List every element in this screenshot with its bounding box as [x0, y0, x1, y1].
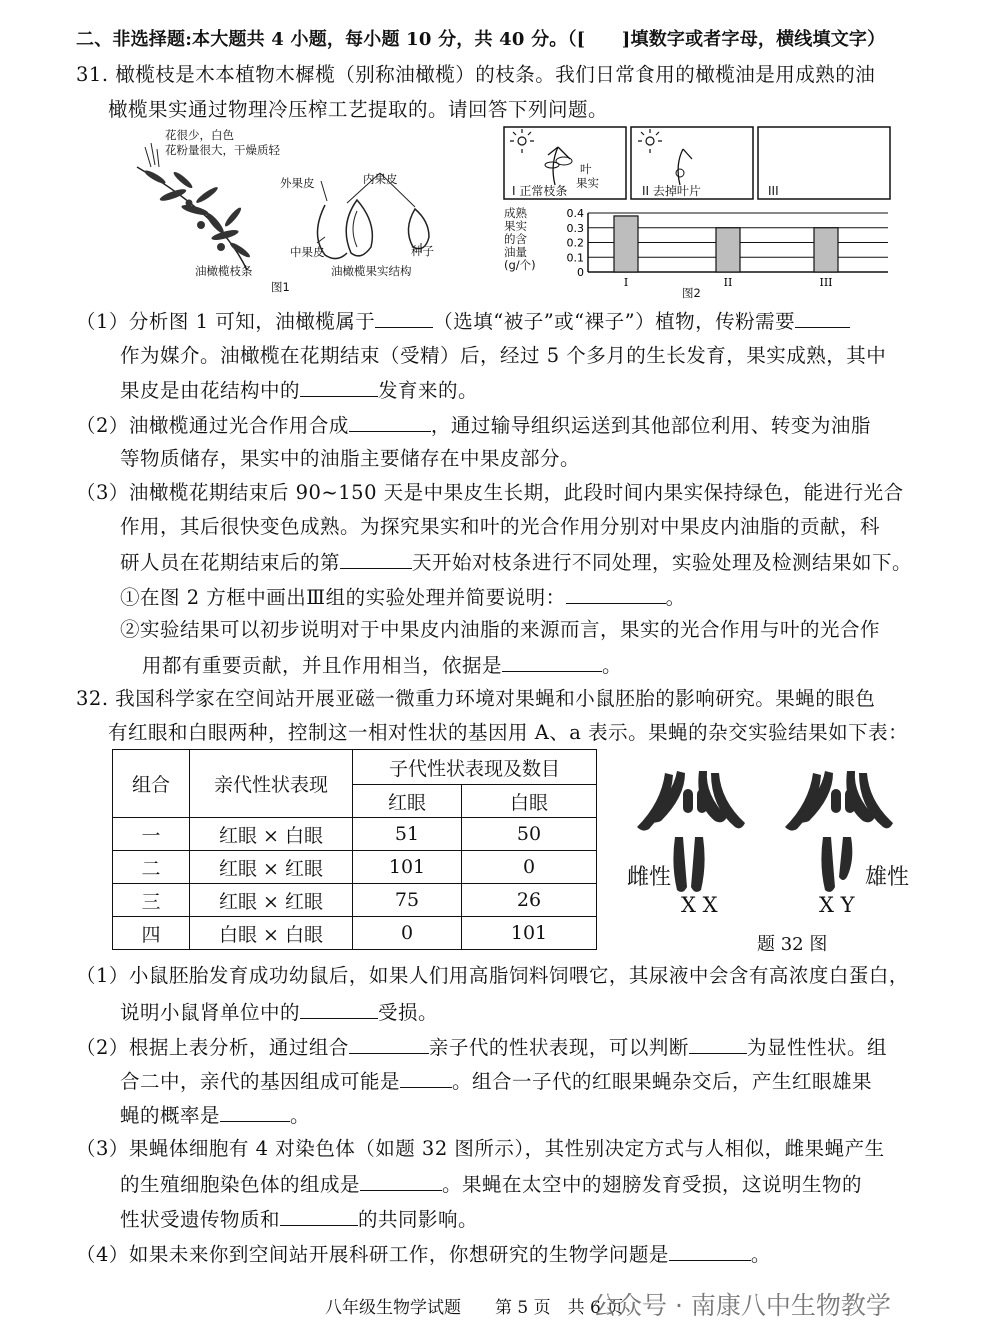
fig1-seed-label: 种子 — [411, 244, 434, 258]
y-axis-label-line: 油量 — [504, 245, 527, 259]
answer-blank[interactable] — [220, 1101, 290, 1122]
cell-group: 二 — [113, 851, 190, 884]
answer-blank[interactable] — [300, 998, 378, 1019]
q32-stem-line2: 有红眼和白眼两种，控制这一相对性状的基因用 A、a 表示。果蝇的杂交实验结果如下表： — [108, 721, 909, 744]
cell-group: 三 — [113, 884, 190, 917]
q31-3-sub2-line1: ②实验结果可以初步说明对于中果皮内油脂的来源而言，果实的光合作用与叶的光合作 — [120, 618, 881, 641]
fig1-fruit-caption: 油橄榄果实结构 — [331, 264, 412, 278]
y-tick-label: 0 — [577, 266, 584, 279]
q32-3-line3: 性状受遗传物质和 的共同影响。 — [120, 1205, 478, 1233]
q32-4-line1: （4）如果未来你到空间站开展科研工作，你想研究的生物学问题是 。 — [76, 1240, 771, 1268]
cell-group: 四 — [113, 917, 190, 950]
table-row — [113, 917, 597, 950]
table-header-group: 组合 — [113, 750, 190, 818]
page-footer: 八年级生物学试题 第 5 页 共 6 页 — [325, 1298, 624, 1318]
sun-icon — [510, 129, 534, 153]
answer-blank[interactable] — [349, 1033, 429, 1054]
bar-I — [614, 216, 638, 272]
cell-white: 101 — [462, 917, 597, 950]
answer-blank[interactable] — [340, 548, 412, 569]
female-sex-chromosomes: X X — [681, 893, 718, 917]
q31-1-line2: 作为媒介。油橄榄在花期结束（受精）后，经过 5 个多月的生长发育，果实成熟，其中 — [120, 344, 887, 367]
bar-III — [814, 228, 838, 272]
cell-red: 75 — [353, 884, 462, 917]
fig2-box1-caption: I 正常枝条 — [512, 184, 568, 198]
table-row — [113, 884, 597, 917]
q31-stem-line2: 橄榄果实通过物理冷压榨工艺提取的。请回答下列问题。 — [108, 98, 609, 121]
y-axis-label-line: 果实 — [504, 219, 527, 233]
fig2-y-axis-label — [504, 207, 536, 272]
watermark: 公众号 · 南康八中生物教学 — [592, 1291, 891, 1320]
cross-results-table — [112, 749, 597, 950]
cell-red: 101 — [353, 851, 462, 884]
fig1-exocarp-label: 外果皮 — [280, 176, 315, 190]
fig2-drawing — [500, 125, 895, 300]
fig2-fruit-label: 果实 — [576, 176, 599, 190]
fig2-box3-caption: III — [768, 184, 779, 198]
answer-blank[interactable] — [502, 651, 602, 672]
female-label: 雌性 — [627, 865, 672, 890]
x-tick-label: I — [623, 276, 629, 289]
y-axis-label-line: (g/个) — [504, 258, 536, 272]
answer-blank[interactable] — [566, 583, 666, 604]
cell-parent: 白眼 × 白眼 — [190, 917, 353, 950]
q31-3-line2: 作用，其后很快变色成熟。为探究果实和叶的光合作用分别对中果皮内油脂的贡献，科 — [120, 515, 881, 538]
y-axis-label-line: 的含 — [504, 232, 527, 246]
bar-II — [716, 228, 740, 272]
answer-blank[interactable] — [795, 307, 850, 328]
q32-2-line3: 蝇的概率是 。 — [120, 1101, 310, 1129]
fig1-mesocarp-label: 中果皮 — [290, 245, 325, 259]
q32-1-line2: 说明小鼠肾单位中的 受损。 — [120, 998, 438, 1026]
table-header-red: 红眼 — [353, 785, 462, 818]
y-tick-label: 0.3 — [566, 221, 584, 235]
q31-3-line3: 研人员在花期结束后的第 天开始对枝条进行不同处理，实验处理及检测结果如下。 — [120, 548, 912, 576]
answer-blank[interactable] — [400, 1067, 452, 1088]
fig1-note-line1: 花很少，白色 — [165, 128, 234, 142]
x-tick-label: II — [723, 276, 733, 289]
y-tick-label: 0.4 — [566, 207, 584, 220]
q32-stem-line1: 32. 我国科学家在空间站开展亚磁一微重力环境对果蝇和小鼠胚胎的影响研究。果蝇的眼色 — [76, 687, 876, 710]
q31-3-line1: （3）油橄榄花期结束后 90~150 天是中果皮生长期，此段时间内果实保持绿色，能进行光合 — [76, 481, 904, 504]
fig1-endocarp-label: 内果皮 — [363, 172, 398, 186]
fig2-leaf-label: 叶 — [580, 162, 592, 176]
fig1-branch-caption: 油橄榄枝条 — [195, 264, 253, 278]
cell-parent: 红眼 × 白眼 — [190, 818, 353, 851]
q31-3-sub2-line2: 用都有重要贡献，并且作用相当，依据是 。 — [142, 651, 622, 679]
fig1-note-line2: 花粉量很大，干燥质轻 — [165, 143, 280, 157]
fig1-label: 图1 — [271, 280, 290, 294]
q31-3-sub1: ①在图 2 方框中画出Ⅲ组的实验处理并简要说明： 。 — [120, 583, 686, 611]
q31-1-line3: 果皮是由花结构中的 发育来的。 — [120, 376, 478, 404]
fig2-box2-caption: II 去掉叶片 — [642, 184, 701, 198]
q32-2-line2: 合二中，亲代的基因组成可能是 。组合一子代的红眼果蝇杂交后，产生红眼雄果 — [120, 1067, 872, 1095]
q31-figure-2 — [500, 125, 895, 300]
y-axis-label-line: 成熟 — [504, 206, 527, 220]
q31-figure-1 — [125, 125, 460, 295]
answer-blank[interactable] — [360, 1170, 442, 1191]
answer-blank[interactable] — [689, 1033, 747, 1054]
figure-caption: 题 32 图 — [757, 934, 828, 955]
table-row — [113, 851, 597, 884]
q32-1-line1: （1）小鼠胚胎发育成功幼鼠后，如果人们用高脂饲料饲喂它，其尿液中会含有高浓度白蛋白， — [76, 964, 909, 987]
q32-3-line2: 的生殖细胞染色体的组成是 。果蝇在太空中的翅膀发育受损，这说明生物的 — [120, 1170, 862, 1198]
section-header: 二、非选择题:本大题共 4 小题，每小题 10 分，共 40 分。（[ ]填数字或者字母，横线填文字） — [76, 29, 886, 50]
y-tick-label: 0.1 — [566, 251, 584, 265]
table-header-white: 白眼 — [462, 785, 597, 818]
cell-white: 0 — [462, 851, 597, 884]
sun-icon — [638, 129, 662, 153]
y-tick-label: 0.2 — [566, 236, 584, 250]
q31-1-line1: （1）分析图 1 可知，油橄榄属于 （选填“被子”或“裸子”）植物，传粉需要 — [76, 307, 850, 335]
cell-red: 0 — [353, 917, 462, 950]
male-label: 雄性 — [865, 865, 910, 890]
answer-blank[interactable] — [349, 411, 431, 432]
cell-white: 50 — [462, 818, 597, 851]
answer-blank[interactable] — [300, 376, 378, 397]
q31-2-line1: （2）油橄榄通过光合作用合成 ，通过输导组织运送到其他部位利用、转变为油脂 — [76, 411, 871, 439]
cell-parent: 红眼 × 红眼 — [190, 851, 353, 884]
fig2-label: 图2 — [682, 286, 701, 300]
answer-blank[interactable] — [669, 1240, 751, 1261]
q32-3-line1: （3）果蝇体细胞有 4 对染色体（如题 32 图所示），其性别决定方式与人相似，雌果蝇产生 — [76, 1137, 885, 1160]
male-sex-chromosomes: X Y — [819, 893, 855, 917]
table-row — [113, 818, 597, 851]
table-header-parent: 亲代性状表现 — [190, 750, 353, 818]
table-header-offspring: 子代性状表现及数目 — [353, 750, 597, 785]
cell-red: 51 — [353, 818, 462, 851]
answer-blank[interactable] — [375, 307, 433, 328]
x-tick-label: III — [819, 276, 833, 289]
answer-blank[interactable] — [280, 1205, 358, 1226]
q31-stem-line1: 31. 橄榄枝是木本植物木樨榄（别称油橄榄）的枝条。我们日常食用的橄榄油是用成熟的油 — [76, 63, 876, 86]
cell-parent: 红眼 × 红眼 — [190, 884, 353, 917]
cell-white: 26 — [462, 884, 597, 917]
chromosome-figure — [625, 765, 925, 955]
q31-2-line2: 等物质储存，果实中的油脂主要储存在中果皮部分。 — [120, 447, 581, 470]
cell-group: 一 — [113, 818, 190, 851]
q32-2-line1: （2）根据上表分析，通过组合 亲子代的性状表现，可以判断 为显性性状。组 — [76, 1033, 887, 1061]
